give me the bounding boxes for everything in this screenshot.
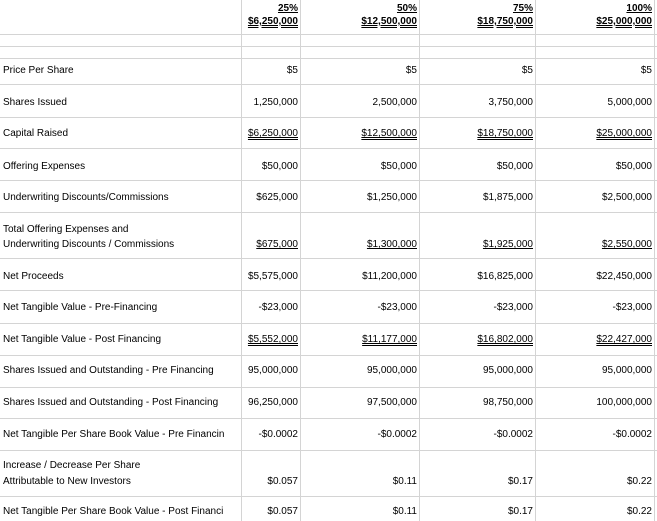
table-cell: $0.11 (392, 476, 417, 487)
table-cell: $0.057 (267, 476, 298, 487)
row-divider (0, 46, 657, 47)
table-cell: $0.17 (507, 506, 533, 517)
row-divider (0, 387, 657, 388)
row-divider (0, 180, 657, 181)
row-label-net-proceeds: Net Proceeds (3, 271, 64, 282)
table-cell: 95,000,000 (366, 365, 417, 376)
table-cell: -$0.0002 (612, 429, 652, 440)
table-cell: 95,000,000 (482, 365, 533, 376)
table-cell: 95,000,000 (601, 365, 652, 376)
table-cell: $22,450,000 (596, 271, 652, 282)
table-cell: $11,200,000 (362, 271, 417, 282)
col-header-pct: 75% (512, 3, 533, 14)
row-label-ntv-post: Net Tangible Value - Post Financing (3, 334, 162, 345)
row-label-increase-line1: Increase / Decrease Per Share (3, 460, 141, 471)
row-divider (0, 450, 657, 451)
table-cell: 96,250,000 (247, 397, 298, 408)
table-cell: 100,000,000 (596, 397, 652, 408)
row-divider (0, 58, 657, 59)
table-cell: $2,500,000 (601, 192, 652, 203)
table-cell: $50,000 (615, 161, 652, 172)
table-cell: $12,500,000 (361, 128, 417, 139)
table-cell: 1,250,000 (253, 97, 298, 108)
table-cell: $0.17 (507, 476, 533, 487)
col-header-pct: 50% (396, 3, 417, 14)
row-label-shares-outstanding-post: Shares Issued and Outstanding - Post Financing (3, 397, 219, 408)
table-cell: $675,000 (256, 239, 298, 250)
table-cell: $6,250,000 (247, 128, 298, 139)
row-divider (0, 290, 657, 291)
row-label-ntv-pre: Net Tangible Value - Pre-Financing (3, 302, 158, 313)
row-label-capital-raised: Capital Raised (3, 128, 69, 139)
table-cell: -$0.0002 (258, 429, 298, 440)
table-cell: $5,552,000 (247, 334, 298, 345)
table-cell: $16,825,000 (477, 271, 533, 282)
table-cell: $625,000 (256, 192, 298, 203)
table-cell: $1,250,000 (366, 192, 417, 203)
row-label-underwriting: Underwriting Discounts/Commissions (3, 192, 169, 203)
table-cell: $5,575,000 (247, 271, 298, 282)
col-header-amount: $12,500,000 (361, 16, 417, 27)
table-cell: -$0.0002 (493, 429, 533, 440)
row-divider (0, 418, 657, 419)
col-header-amount: $25,000,000 (596, 16, 652, 27)
row-divider (0, 148, 657, 149)
table-cell: -$23,000 (612, 302, 652, 313)
table-cell: $0.22 (626, 476, 652, 487)
row-divider (0, 34, 657, 35)
table-cell: $5 (405, 65, 417, 76)
col-header-amount: $18,750,000 (477, 16, 533, 27)
row-divider (0, 258, 657, 259)
row-label-total-offering-line2: Underwriting Discounts / Commissions (3, 239, 175, 250)
col-header-pct: 25% (277, 3, 298, 14)
row-divider (0, 496, 657, 497)
row-label-book-value-post: Net Tangible Per Share Book Value - Post Financi (3, 506, 224, 517)
column-divider (654, 0, 655, 521)
table-cell: -$23,000 (493, 302, 533, 313)
column-divider (241, 0, 242, 521)
table-cell: $5 (521, 65, 533, 76)
table-cell: 5,000,000 (607, 97, 652, 108)
row-label-offering-expenses: Offering Expenses (3, 161, 86, 172)
table-cell: $0.22 (626, 506, 652, 517)
table-cell: $22,427,000 (596, 334, 652, 345)
row-label-price-per-share: Price Per Share (3, 65, 74, 76)
table-cell: $25,000,000 (596, 128, 652, 139)
table-cell: $1,925,000 (482, 239, 533, 250)
table-cell: 97,500,000 (366, 397, 417, 408)
table-cell: -$23,000 (258, 302, 298, 313)
column-divider (535, 0, 536, 521)
table-cell: $50,000 (496, 161, 533, 172)
row-divider (0, 355, 657, 356)
row-divider (0, 84, 657, 85)
table-cell: 2,500,000 (372, 97, 417, 108)
table-cell: $50,000 (261, 161, 298, 172)
table-cell: -$0.0002 (377, 429, 417, 440)
row-label-book-value-pre: Net Tangible Per Share Book Value - Pre Financin (3, 429, 225, 440)
table-cell: $1,875,000 (482, 192, 533, 203)
col-header-amount: $6,250,000 (247, 16, 298, 27)
column-divider (300, 0, 301, 521)
table-cell: -$23,000 (377, 302, 417, 313)
table-cell: $5 (286, 65, 298, 76)
table-cell: $1,300,000 (366, 239, 417, 250)
table-cell: 98,750,000 (482, 397, 533, 408)
table-cell: $50,000 (380, 161, 417, 172)
table-cell: $2,550,000 (601, 239, 652, 250)
row-label-total-offering-line1: Total Offering Expenses and (3, 224, 129, 235)
column-divider (419, 0, 420, 521)
row-divider (0, 323, 657, 324)
table-cell: 3,750,000 (488, 97, 533, 108)
table-cell: $5 (640, 65, 652, 76)
row-divider (0, 212, 657, 213)
table-cell: $16,802,000 (477, 334, 533, 345)
table-cell: 95,000,000 (247, 365, 298, 376)
row-label-shares-outstanding-pre: Shares Issued and Outstanding - Pre Financing (3, 365, 214, 376)
row-divider (0, 117, 657, 118)
table-cell: $11,177,000 (362, 334, 417, 345)
col-header-pct: 100% (626, 3, 652, 14)
row-label-increase-line2: Attributable to New Investors (3, 476, 131, 487)
table-cell: $0.11 (392, 506, 417, 517)
table-cell: $18,750,000 (477, 128, 533, 139)
row-label-shares-issued: Shares Issued (3, 97, 67, 108)
table-cell: $0.057 (267, 506, 298, 517)
